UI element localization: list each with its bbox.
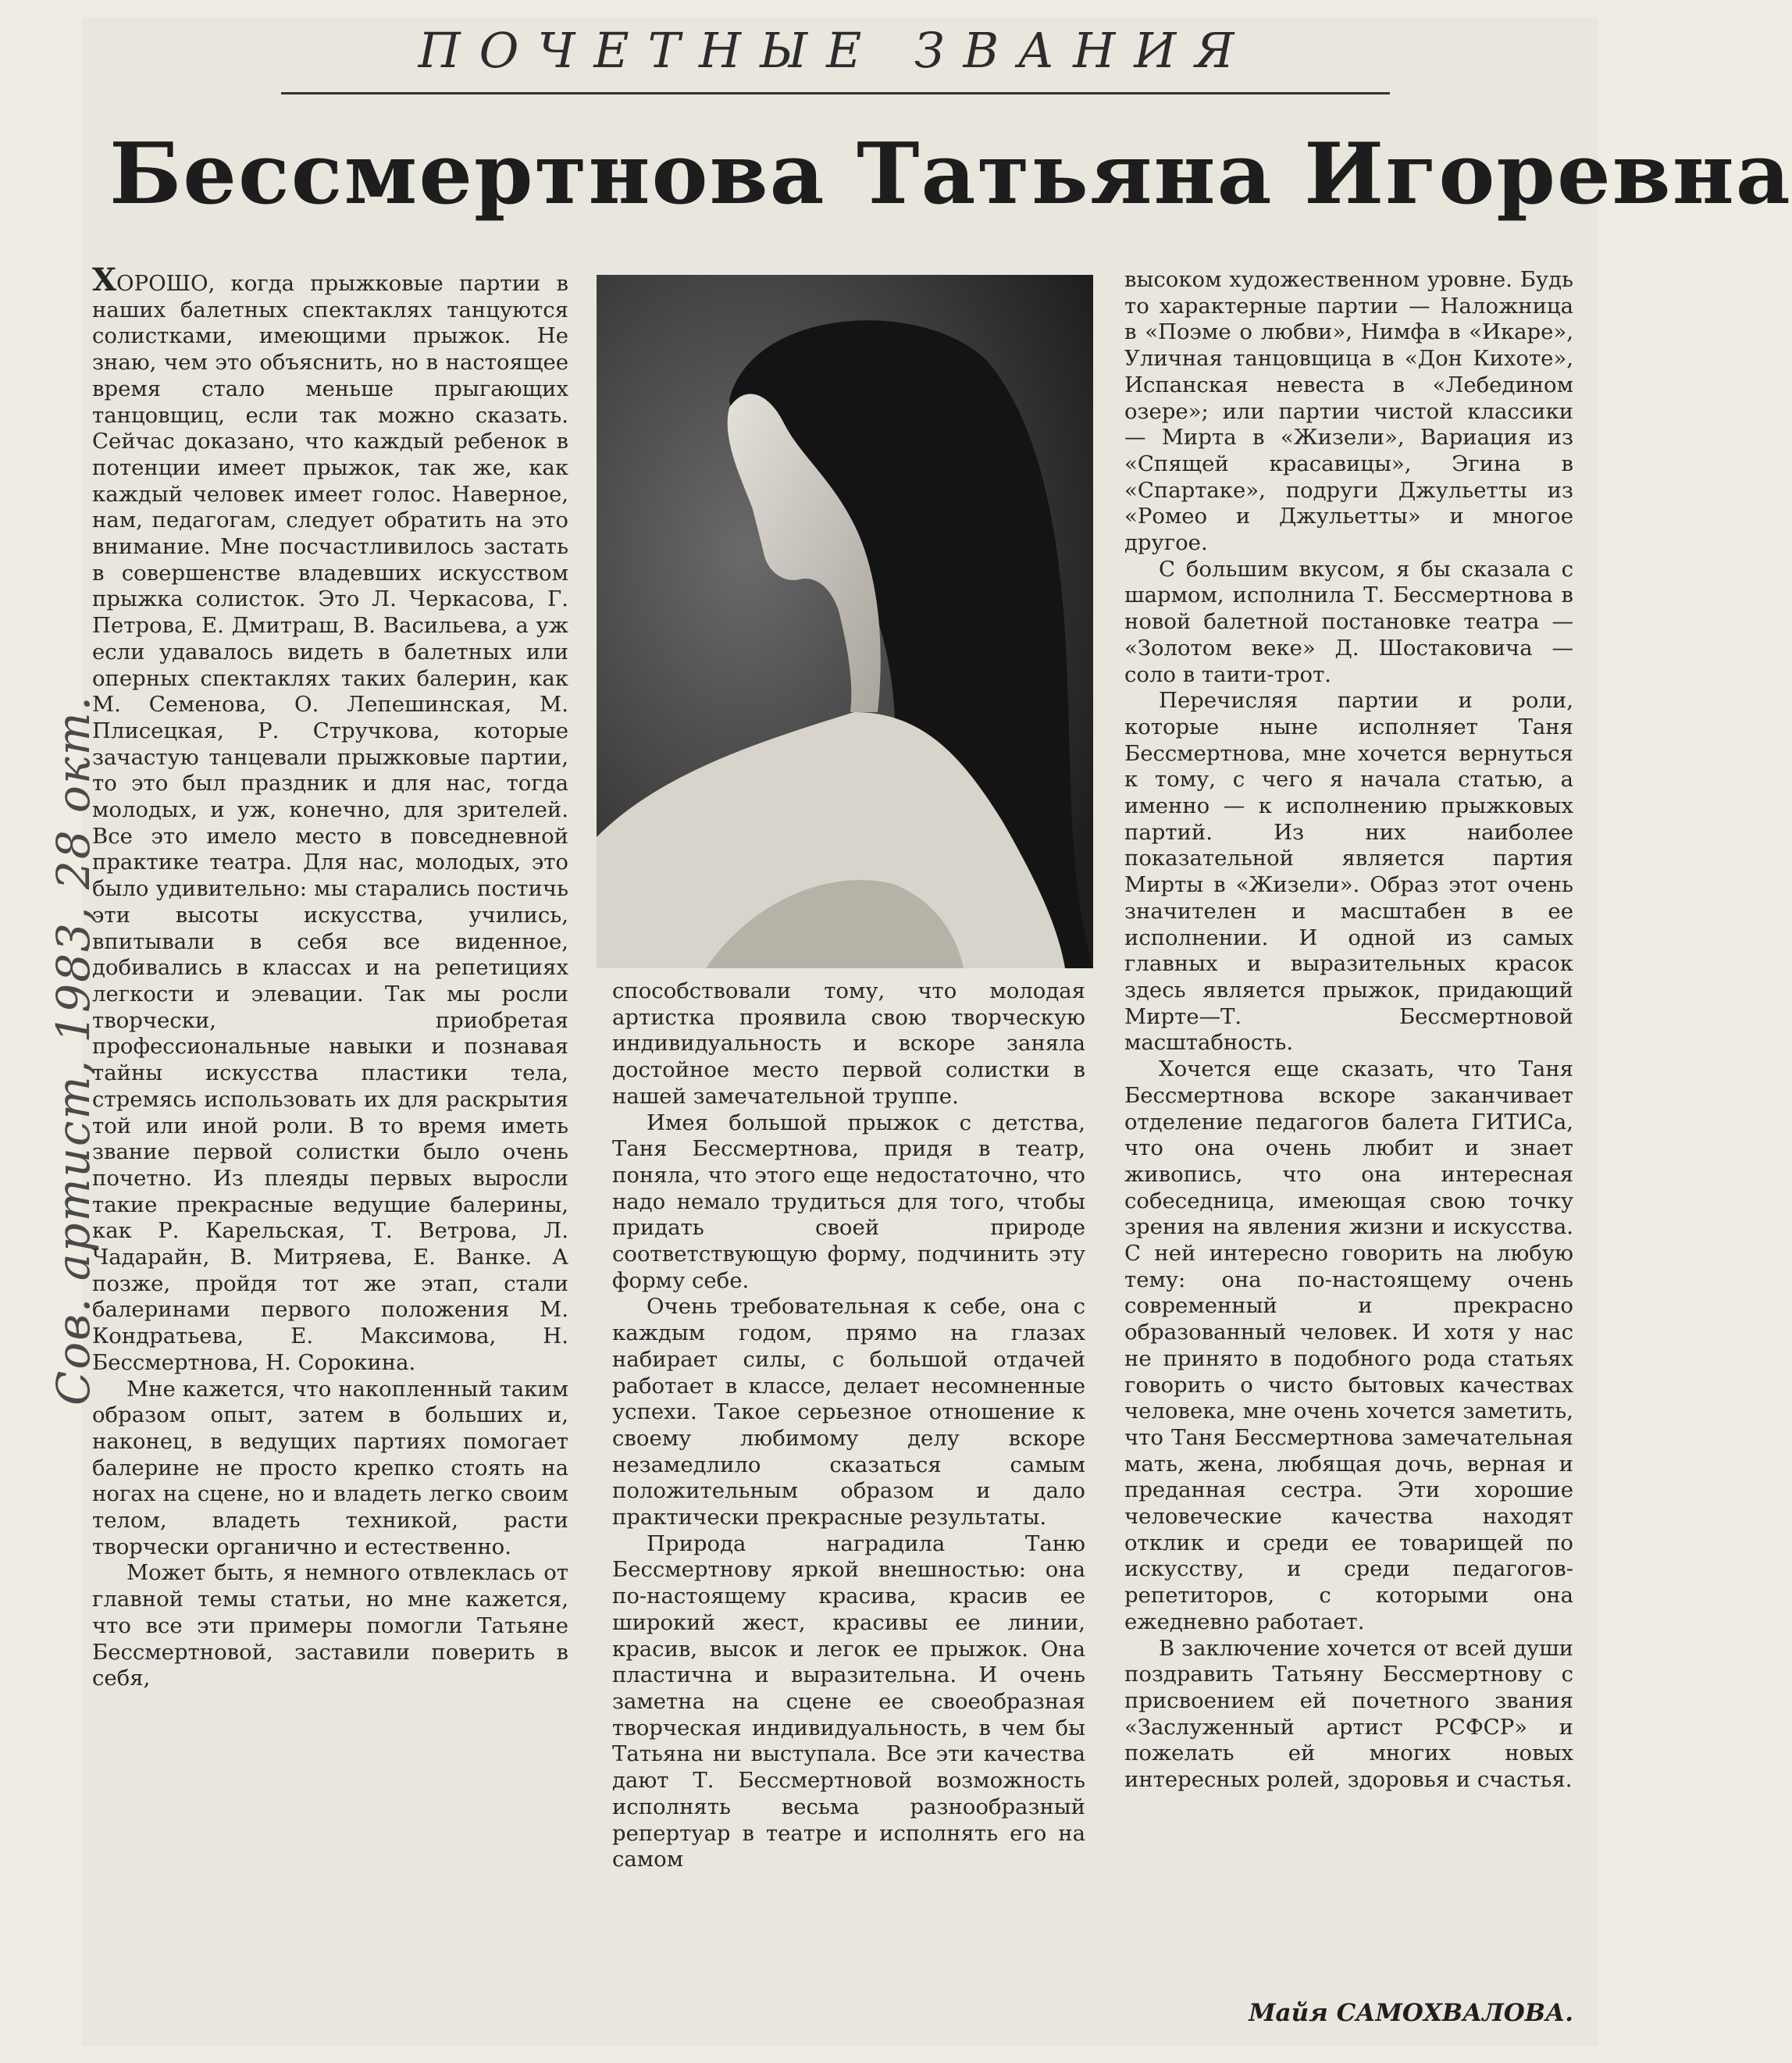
paragraph: Природа наградила Таню Бессмертнову яркой внешностью: она по-настоящему красива, красив ее широкий жест, красивы ее линии, красив, высок и легок ее прыжок. Она пластична и выразительна. И очень заметна на сцене ее своеобразная творческая индивидуальность, в чем бы Татьяна ни выступала. Все эти качества дают Т. Бессмертновой возможность исполнять весьма разнообразный репертуар в театре и исполнять его на самом	[612, 1530, 1085, 1872]
paragraph: Хочется еще сказать, что Таня Бессмертнова вскоре заканчивает отделение педагогов балета ГИТИСа, что она очень любит и знает живопись, что она интересная собеседница, имеющая свою точку зрения на явления жизни и искусства. С ней интересно говорить на любую тему: она по-настоящему очень современный и прекрасно образованный человек. И хотя у нас не принято в подобного рода статьях говорить о чисто бытовых качествах человека, мне очень хочется заметить, что Таня Бессмертнова замечательная мать, жена, любящая дочь, верная и преданная сестра. Эти хорошие человеческие качества находят отклик и среди ее товарищей по искусству, и среди педагогов-репетиторов, с которыми она ежедневно работает.	[1124, 1056, 1573, 1634]
section-rubric: ПОЧЕТНЫЕ ЗВАНИЯ	[418, 22, 1253, 79]
author-signature: Майя САМОХВАЛОВА.	[1249, 1999, 1573, 2027]
article-column-1	[92, 262, 568, 1692]
handwritten-note	[8, 515, 100, 1406]
paragraph: Может быть, я немного отвлеклась от главной темы статьи, но мне кажется, что все эти примеры помогли Татьяне Бессмертновой, заставили поверить в себя,	[92, 1560, 568, 1691]
article-headline: Бессмертнова Татьяна Игоревна	[109, 125, 1792, 223]
drop-cap: Х	[92, 262, 117, 298]
article-column-2	[612, 978, 1085, 1873]
paragraph: Мне кажется, что накопленный таким образом опыт, затем в больших и, наконец, в ведущих партиях помогает балерине не просто крепко стоять на ногах на сцене, но и владеть легко своим телом, владеть техникой, расти творчески органично и естественно.	[92, 1376, 568, 1559]
paragraph: Очень требовательная к себе, она с каждым годом, прямо на глазах набирает силы, с большой отдачей работает в классе, делает несомненные успехи. Такое серьезное отношение к своему любимому делу вскоре незамедлило сказаться самым положительным образом и дало практически прекрасные результаты.	[612, 1294, 1085, 1530]
handwritten-note-text: Сов. артист, 1983, 28 окт.	[47, 694, 100, 1406]
portrait-image	[597, 275, 1093, 968]
paragraph: способствовали тому, что молодая артистка проявила свою творческую индивидуальность и вскоре заняла достойное место первой солистки в нашей замечательной труппе.	[612, 978, 1085, 1109]
portrait-photo	[597, 275, 1093, 968]
paragraph: высоком художественном уровне. Будь то характерные партии — Наложница в «Поэме о любви», Нимфа в «Икаре», Уличная танцовщица в «Дон Кихоте», Испанская невеста в «Лебедином озере»; или партии чистой классики — Мирта в «Жизели», Вариация из «Спящей красавицы», Эгина в «Спартаке», подруги Джульетты из «Ромео и Джульетты» и многое другое.	[1124, 267, 1573, 556]
paragraph: Перечисляя партии и роли, которые ныне исполняет Таня Бессмертнова, мне хочется вернуться к тому, с чего я начала статью, а именно — к исполнению прыжковых партий. Из них наиболее показательной является партия Мирты в «Жизели». Образ этот очень значителен и масштабен в ее исполнении. И одной из самых главных и выразительных красок здесь является прыжок, придающий Мирте—Т. Бессмертновой масштабность.	[1124, 688, 1573, 1056]
paragraph: В заключение хочется от всей души поздравить Татьяну Бессмертнову с присвоением ей почетного звания «Заслуженный артист РСФСР» и пожелать ей многих новых интересных ролей, здоровья и счастья.	[1124, 1635, 1573, 1793]
article-column-3	[1124, 267, 1573, 1794]
paragraph: Имея большой прыжок с детства, Таня Бессмертнова, придя в театр, поняла, что этого еще недостаточно, что надо немало трудиться для того, чтобы придать своей природе соответствующую форму, подчинить эту форму себе.	[612, 1110, 1085, 1293]
rubric-underline	[281, 92, 1390, 94]
paragraph: С большим вкусом, я бы сказала с шармом, исполнила Т. Бессмертнова в новой балетной постановке театра — «Золотом веке» Д. Шостаковича — соло в таити-трот.	[1124, 556, 1573, 687]
paragraph: ХОРОШО, когда прыжковые партии в наших балетных спектаклях танцуются солистками, имеющими прыжок. Не знаю, чем это объяснить, но в настоящее время стало меньше прыгающих танцовщиц, если так можно сказать. Сейчас доказано, что каждый ребенок в потенции имеет прыжок, так же, как каждый человек имеет голос. Наверное, нам, педагогам, следует обратить на это внимание. Мне посчастливилось застать в совершенстве владевших искусством прыжка солисток. Это Л. Черкасова, Г. Петрова, Е. Дмитраш, В. Васильева, а уж если удавалось видеть в балетных или оперных спектаклях таких балерин, как М. Семенова, О. Лепешинская, М. Плисецкая, Р. Стручкова, которые зачастую танцевали прыжковые партии, то это был праздник и для нас, тогда молодых, и уж, конечно, для зрителей. Все это имело место в повседневной практике театра. Для нас, молодых, это было удивительно: мы старались постичь эти высоты искусства, учились, впитывали в себя все виденное, добивались в классах и на репетициях легкости и элевации. Так мы росли творчески, приобретая профессиональные навыки и познавая тайны искусства пластики тела, стремясь использовать их для раскрытия той или иной роли. В то время иметь звание первой солистки было очень почетно. Из плеяды первых выросли такие прекрасные ведущие балерины, как Р. Карельская, Т. Ветрова, Л. Чадарайн, В. Митряева, Е. Ванке. А позже, пройдя тот же этап, стали балеринами первого положения М. Кондратьева, Е. Максимова, Н. Бессмертнова, Н. Сорокина.	[92, 262, 568, 1375]
